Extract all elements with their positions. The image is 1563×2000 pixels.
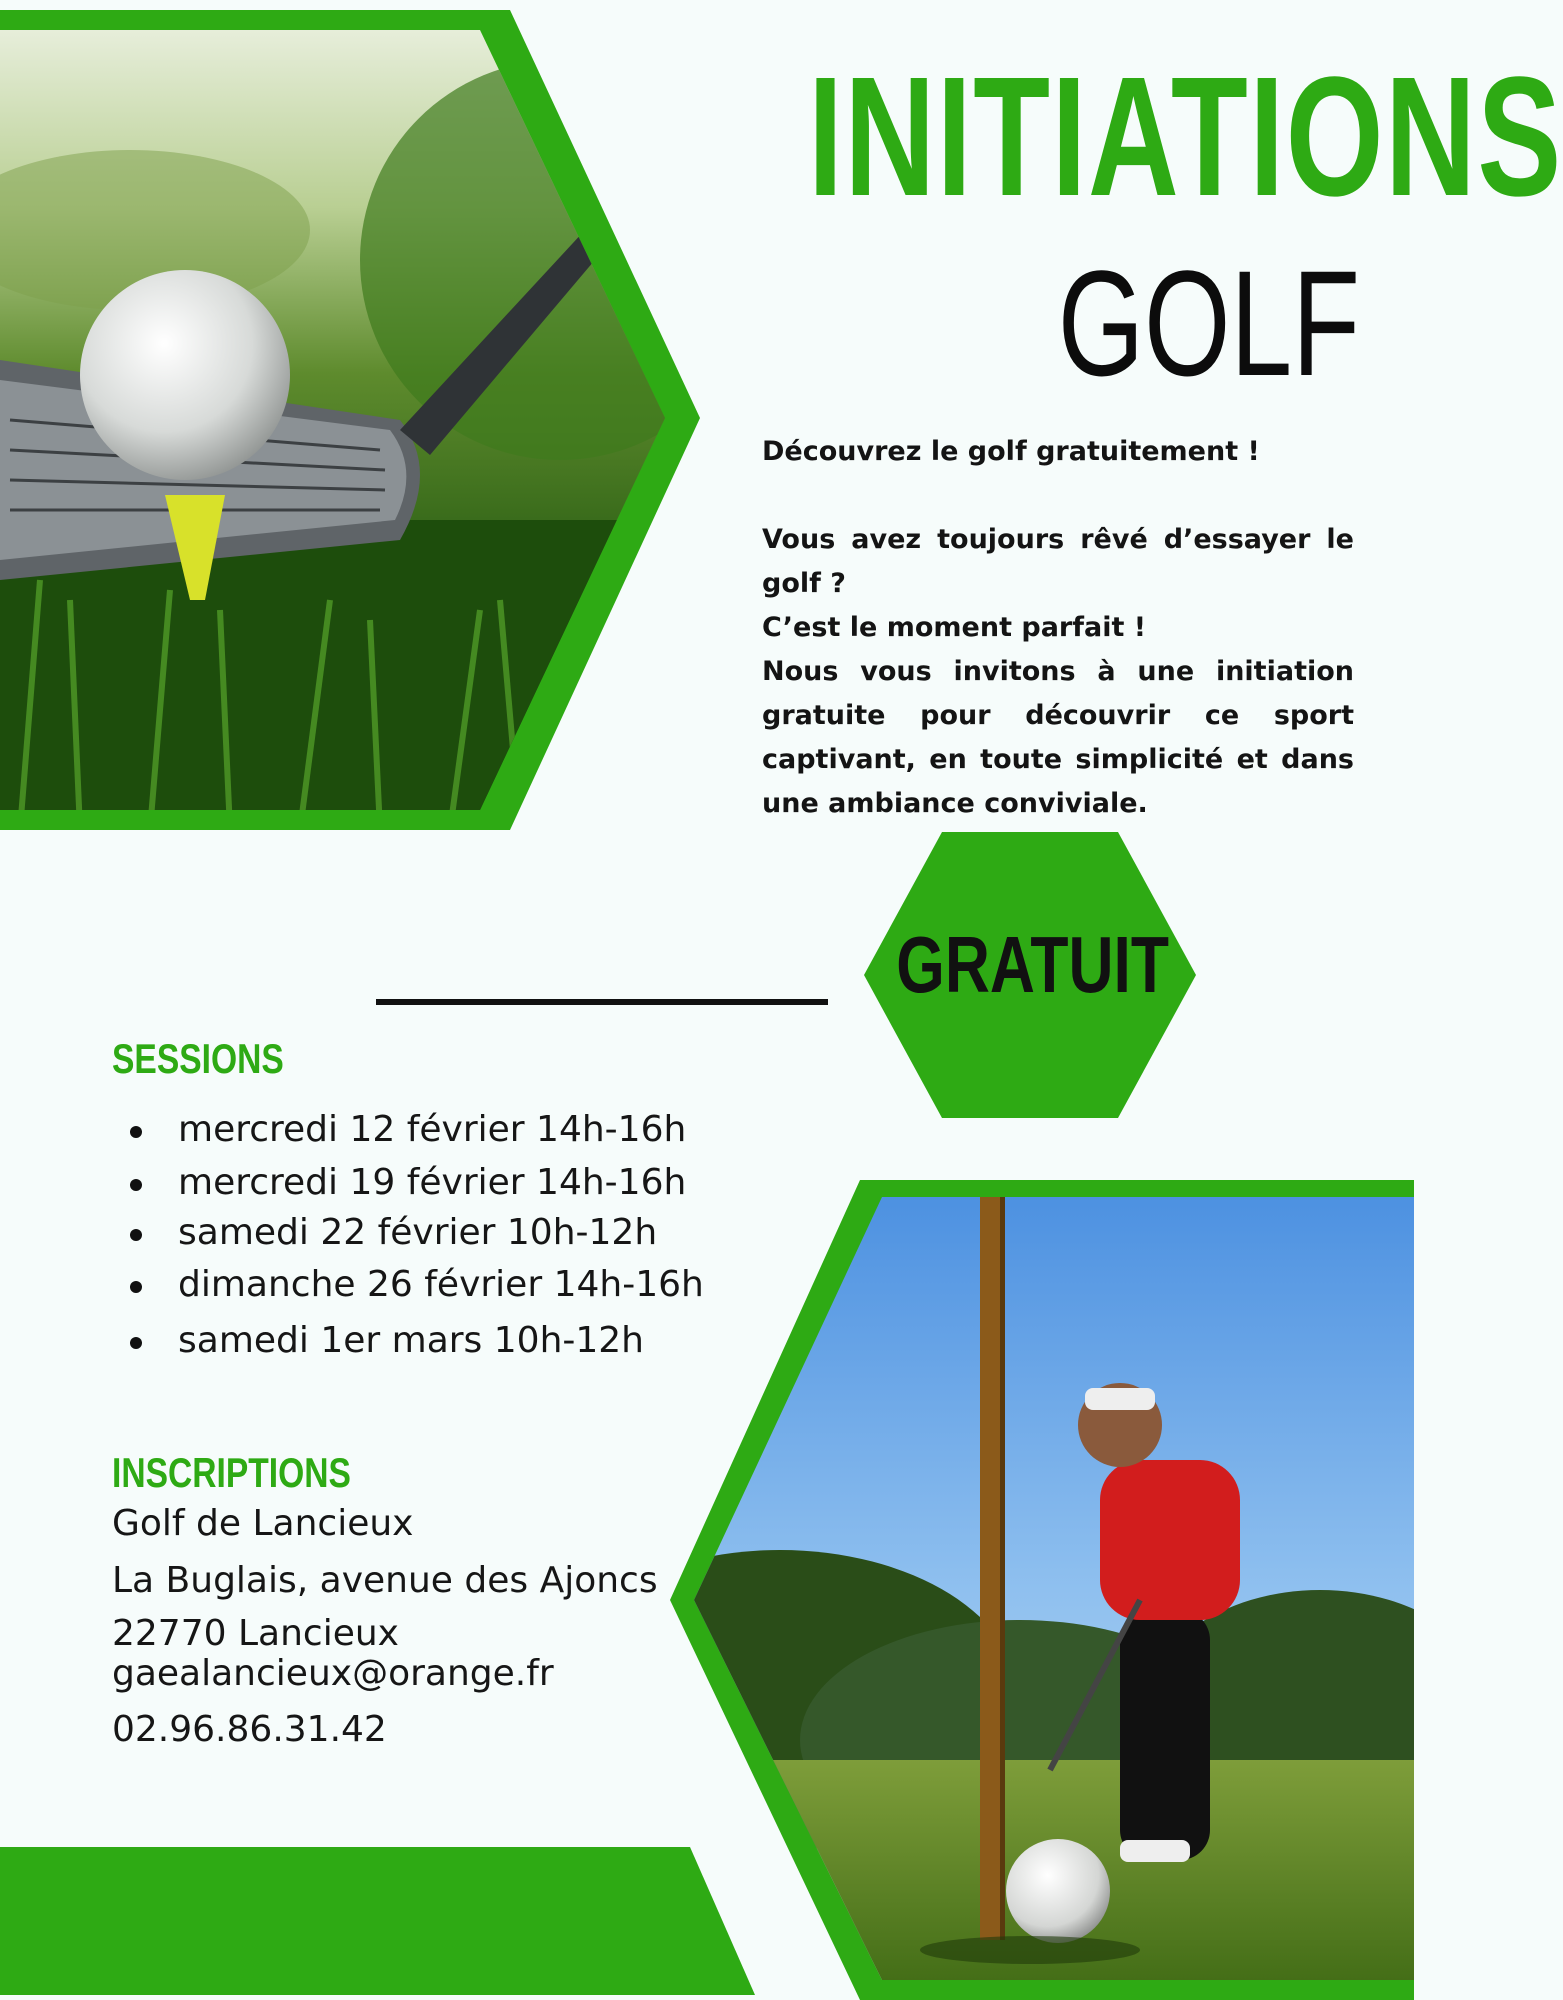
- intro-lead: Découvrez le golf gratuitement !: [762, 436, 1260, 467]
- bullet-icon: [130, 1126, 142, 1138]
- club-street: La Buglais, avenue des Ajoncs: [112, 1560, 658, 1601]
- divider-line: [376, 999, 828, 1005]
- contact-phone[interactable]: 02.96.86.31.42: [112, 1709, 387, 1750]
- sessions-list: [130, 1109, 704, 1361]
- bullet-icon: [130, 1179, 142, 1191]
- intro-text: [762, 430, 1354, 826]
- session-item: samedi 22 février 10h-12h: [130, 1215, 704, 1251]
- session-item: dimanche 26 février 14h-16h: [130, 1267, 704, 1303]
- intro-line2: C’est le moment parfait !: [762, 612, 1147, 643]
- inscriptions-heading: INSCRIPTIONS: [112, 1449, 351, 1496]
- intro-line3: Nous vous invitons à une initiation gratuite pour découvrir ce sport captivant, en toute simplicité et dans une ambiance conviviale.: [762, 656, 1354, 819]
- golfer-putting-photo: [660, 1180, 1414, 2000]
- bullet-icon: [130, 1337, 142, 1349]
- page-title: INITIATIONS: [808, 42, 1563, 232]
- contact-email[interactable]: gaealancieux@orange.fr: [112, 1653, 554, 1694]
- session-item: mercredi 12 février 14h-16h: [130, 1112, 704, 1148]
- bullet-icon: [130, 1229, 142, 1241]
- golf-ball-photo: [0, 0, 700, 830]
- sessions-heading: SESSIONS: [112, 1035, 284, 1082]
- footer-green-band: [0, 1845, 760, 2000]
- intro-line1: Vous avez toujours rêvé d’essayer le golf ?: [762, 524, 1354, 599]
- club-name: Golf de Lancieux: [112, 1503, 414, 1544]
- bullet-icon: [130, 1281, 142, 1293]
- session-item: mercredi 19 février 14h-16h: [130, 1165, 704, 1201]
- club-city: 22770 Lancieux: [112, 1613, 399, 1654]
- session-item: samedi 1er mars 10h-12h: [130, 1323, 704, 1359]
- gratuit-badge: GRATUIT: [896, 920, 1169, 1009]
- page-subtitle: GOLF: [1057, 239, 1360, 407]
